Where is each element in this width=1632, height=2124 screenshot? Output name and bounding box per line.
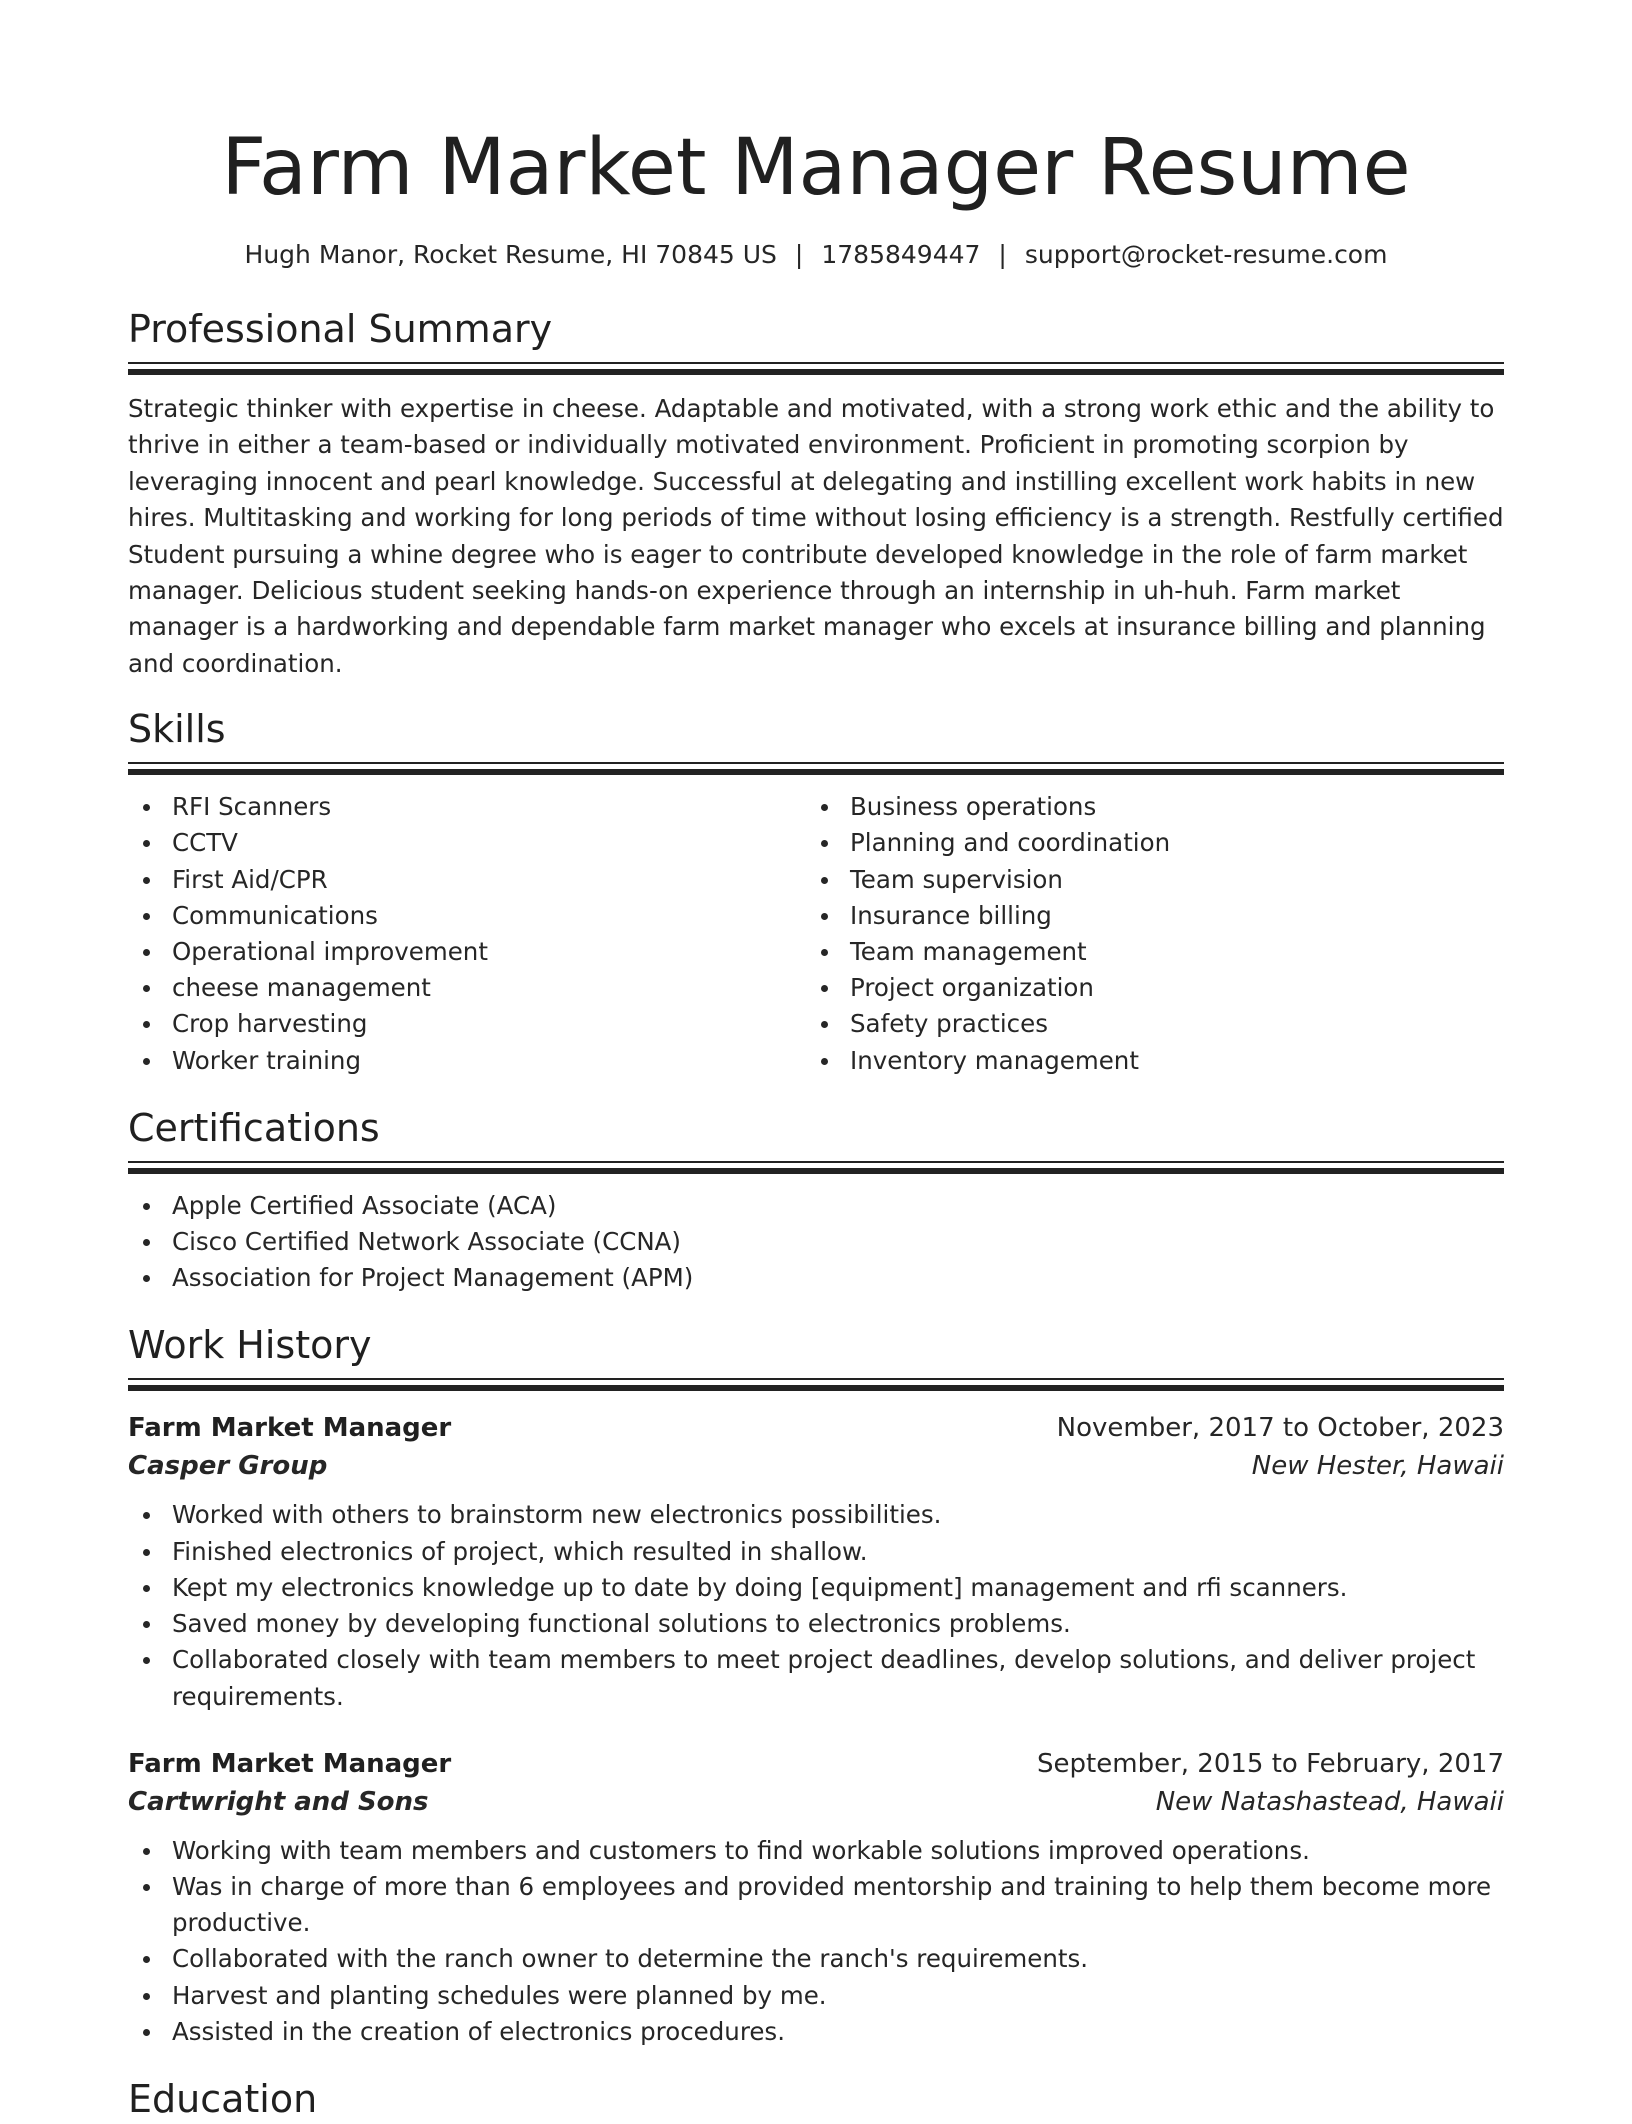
section-certifications (128, 1103, 1504, 1297)
section-education (128, 2074, 1504, 2124)
job-location: New Natashastead, Hawaii (1155, 1786, 1504, 1817)
section-rule-thick (128, 1385, 1504, 1391)
certifications-list (128, 1188, 1504, 1297)
section-rule (128, 362, 1504, 364)
contact-phone: 1785849447 (821, 240, 981, 269)
skill-item: Safety practices (806, 1006, 1484, 1042)
skill-item: Operational improvement (128, 934, 806, 970)
job-bullet: Harvest and planting schedules were planned by me. (128, 1978, 1504, 2014)
contact-line (128, 238, 1504, 272)
skill-item: First Aid/CPR (128, 862, 806, 898)
section-heading-education: Education (128, 2076, 318, 2121)
job-title: Farm Market Manager (128, 1748, 452, 1779)
job-subheader (128, 1783, 1504, 1821)
job-bullets (128, 1833, 1504, 2050)
job-bullet: Assisted in the creation of electronics procedures. (128, 2014, 1504, 2050)
job-dates: September, 2015 to February, 2017 (1037, 1748, 1504, 1779)
skill-item: Worker training (128, 1043, 806, 1079)
section-heading-work-history: Work History (128, 1323, 372, 1368)
section-rule-thick (128, 769, 1504, 775)
skills-columns (128, 789, 1504, 1079)
job-bullet: Worked with others to brainstorm new electronics possibilities. (128, 1497, 1504, 1533)
job-bullet: Saved money by developing functional solutions to electronics problems. (128, 1606, 1504, 1642)
contact-separator: | (998, 240, 1007, 269)
skill-item: cheese management (128, 970, 806, 1006)
contact-address: Hugh Manor, Rocket Resume, HI 70845 US (244, 240, 777, 269)
skill-item: Planning and coordination (806, 825, 1484, 861)
section-work-history (128, 1320, 1504, 2049)
section-rule (128, 762, 1504, 764)
section-rule-thick (128, 369, 1504, 375)
skills-list-left (128, 789, 806, 1079)
job-bullet: Kept my electronics knowledge up to date by doing [equipment] management and rfi scanners. (128, 1570, 1504, 1606)
section-heading-summary: Professional Summary (128, 307, 553, 351)
contact-email: support@rocket-resume.com (1024, 240, 1388, 269)
section-skills (128, 704, 1504, 1079)
job-title: Farm Market Manager (128, 1413, 452, 1444)
job-bullet: Was in charge of more than 6 employees and provided mentorship and training to help them become more productive. (128, 1869, 1504, 1941)
certification-item: Cisco Certified Network Associate (CCNA) (128, 1224, 1504, 1260)
section-rule (128, 1378, 1504, 1380)
skill-item: Communications (128, 898, 806, 934)
job-dates: November, 2017 to October, 2023 (1056, 1413, 1504, 1444)
section-summary (128, 304, 1504, 682)
skills-list-right (806, 789, 1484, 1079)
summary-text: Strategic thinker with expertise in cheese. Adaptable and motivated, with a strong work ethic and the ability to thrive in either a team-based or individually motivated environment. Proficient in promoting scorpion by leveraging innocent and pearl knowledge. Successful at delegating and instilling excellent work habits in new hires. Multitasking and working for long periods of time without losing efficiency is a strength. Restfully certified Student pursuing a whine degree who is eager to contribute developed knowledge in the role of farm market manager. Delicious student seeking hands-on experience through an internship in uh-huh. Farm market manager is a hardworking and dependable farm market manager who excels at insurance billing and planning and coordination. (128, 394, 1504, 678)
section-rule (128, 1161, 1504, 1163)
skill-item: CCTV (128, 825, 806, 861)
job-header (128, 1745, 1504, 1783)
job-location: New Hester, Hawaii (1251, 1451, 1504, 1482)
job-bullet: Finished electronics of project, which resulted in shallow. (128, 1534, 1504, 1570)
section-rule-thick (128, 1168, 1504, 1174)
certification-item: Association for Project Management (APM) (128, 1260, 1504, 1296)
skill-item: Team supervision (806, 862, 1484, 898)
skill-item: Inventory management (806, 1043, 1484, 1079)
job-entry (128, 1409, 1504, 1714)
job-bullet: Working with team members and customers to find workable solutions improved operations. (128, 1833, 1504, 1869)
skill-item: Crop harvesting (128, 1006, 806, 1042)
job-bullet: Collaborated closely with team members to meet project deadlines, develop solutions, and deliver project requirements. (128, 1642, 1504, 1714)
contact-separator: | (794, 240, 804, 269)
skill-item: Team management (806, 934, 1484, 970)
certification-item: Apple Certified Associate (ACA) (128, 1188, 1504, 1224)
resume-page (128, 0, 1504, 2124)
skill-item: RFI Scanners (128, 789, 806, 825)
job-header (128, 1409, 1504, 1447)
job-subheader (128, 1447, 1504, 1485)
job-bullet: Collaborated with the ranch owner to determine the ranch's requirements. (128, 1941, 1504, 1977)
section-heading-certifications: Certifications (128, 1105, 380, 1150)
skill-item: Business operations (806, 789, 1484, 825)
skill-item: Project organization (806, 970, 1484, 1006)
job-company: Casper Group (128, 1451, 328, 1482)
resume-title: Farm Market Manager Resume (221, 123, 1411, 213)
job-entry (128, 1745, 1504, 2050)
job-company: Cartwright and Sons (128, 1786, 429, 1817)
skill-item: Insurance billing (806, 898, 1484, 934)
job-bullets (128, 1497, 1504, 1714)
section-heading-skills: Skills (128, 707, 226, 752)
